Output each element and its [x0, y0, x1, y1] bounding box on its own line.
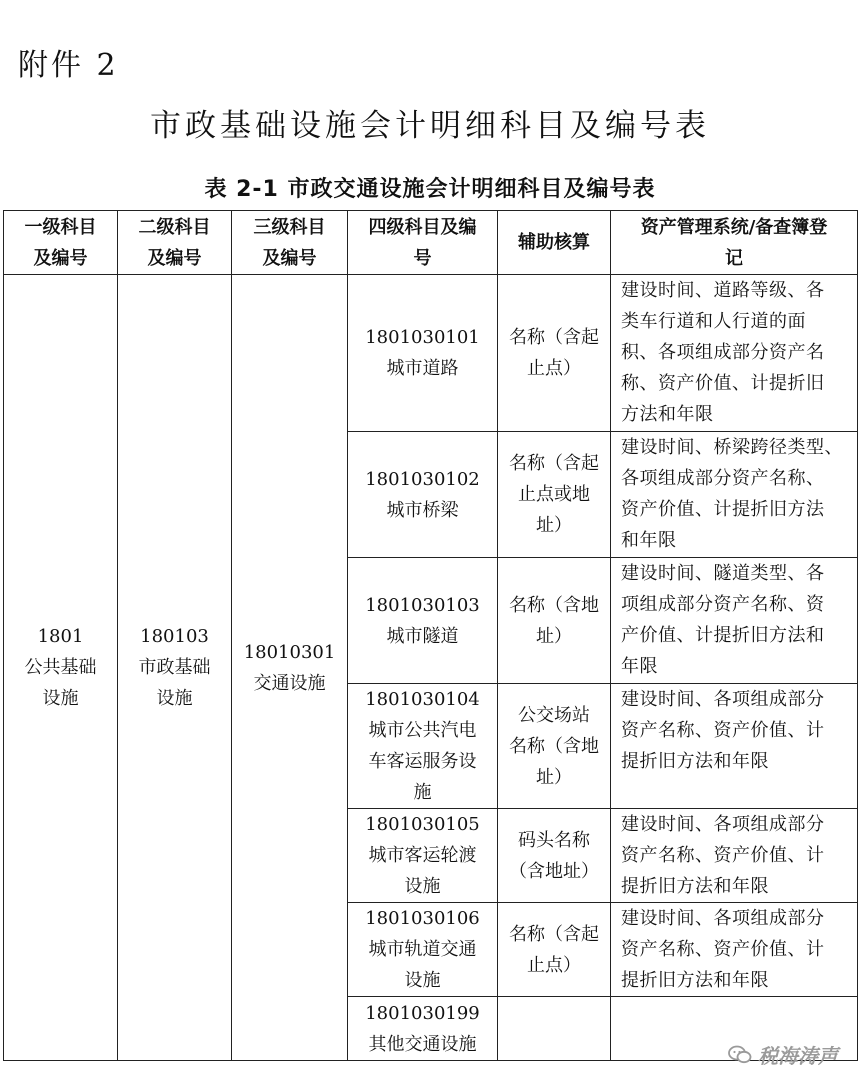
asset-register-cell: 建设时间、各项组成部分 资产名称、资产价值、计 提折旧方法和年限 [611, 809, 858, 903]
header-level3: 三级科目 及编号 [232, 211, 348, 275]
header-level2: 二级科目 及编号 [118, 211, 232, 275]
asset-register-cell: 建设时间、道路等级、各 类车行道和人行道的面 积、各项组成部分资产名 称、资产价值、计提折旧 方法和年限 [611, 275, 858, 432]
table-row [4, 275, 858, 432]
attachment-label: 附件 2 [18, 48, 119, 83]
header-asset-register: 资产管理系统/备查簿登 记 [611, 211, 858, 275]
level1-cell: 1801 公共基础 设施 [4, 275, 118, 1061]
level2-cell: 180103 市政基础 设施 [118, 275, 232, 1061]
watermark [728, 1040, 838, 1069]
aux-cell: 名称（含起 止点） [498, 903, 611, 997]
watermark-text: 税海涛声 [758, 1044, 838, 1068]
wechat-icon [728, 1045, 752, 1065]
aux-cell: 名称（含起 止点） [498, 275, 611, 432]
aux-cell: 码头名称 （含地址） [498, 809, 611, 903]
aux-cell: 公交场站 名称（含地 址） [498, 684, 611, 809]
table-title: 表 2-1 市政交通设施会计明细科目及编号表 [204, 177, 656, 202]
level4-cell: 1801030106 城市轨道交通 设施 [348, 903, 498, 997]
level4-cell: 1801030103 城市隧道 [348, 558, 498, 684]
asset-register-cell: 建设时间、各项组成部分 资产名称、资产价值、计 提折旧方法和年限 [611, 684, 858, 809]
level4-cell: 1801030104 城市公共汽电 车客运服务设 施 [348, 684, 498, 809]
level4-cell: 1801030105 城市客运轮渡 设施 [348, 809, 498, 903]
level4-cell: 1801030102 城市桥梁 [348, 432, 498, 558]
document-title: 市政基础设施会计明细科目及编号表 [150, 108, 710, 144]
header-aux: 辅助核算 [498, 211, 611, 275]
header-level4: 四级科目及编 号 [348, 211, 498, 275]
asset-register-cell: 建设时间、各项组成部分 资产名称、资产价值、计 提折旧方法和年限 [611, 903, 858, 997]
table-header-row [4, 211, 858, 275]
aux-cell: 名称（含地 址） [498, 558, 611, 684]
level3-cell: 18010301 交通设施 [232, 275, 348, 1061]
asset-register-cell: 建设时间、隧道类型、各 项组成部分资产名称、资 产价值、计提折旧方法和 年限 [611, 558, 858, 684]
asset-register-cell: 建设时间、桥梁跨径类型、 各项组成部分资产名称、 资产价值、计提折旧方法 和年限 [611, 432, 858, 558]
header-level1: 一级科目 及编号 [4, 211, 118, 275]
level4-cell: 1801030101 城市道路 [348, 275, 498, 432]
aux-cell: 名称（含起 止点或地 址） [498, 432, 611, 558]
aux-cell [498, 997, 611, 1061]
account-table [3, 210, 858, 1061]
level4-cell: 1801030199 其他交通设施 [348, 997, 498, 1061]
